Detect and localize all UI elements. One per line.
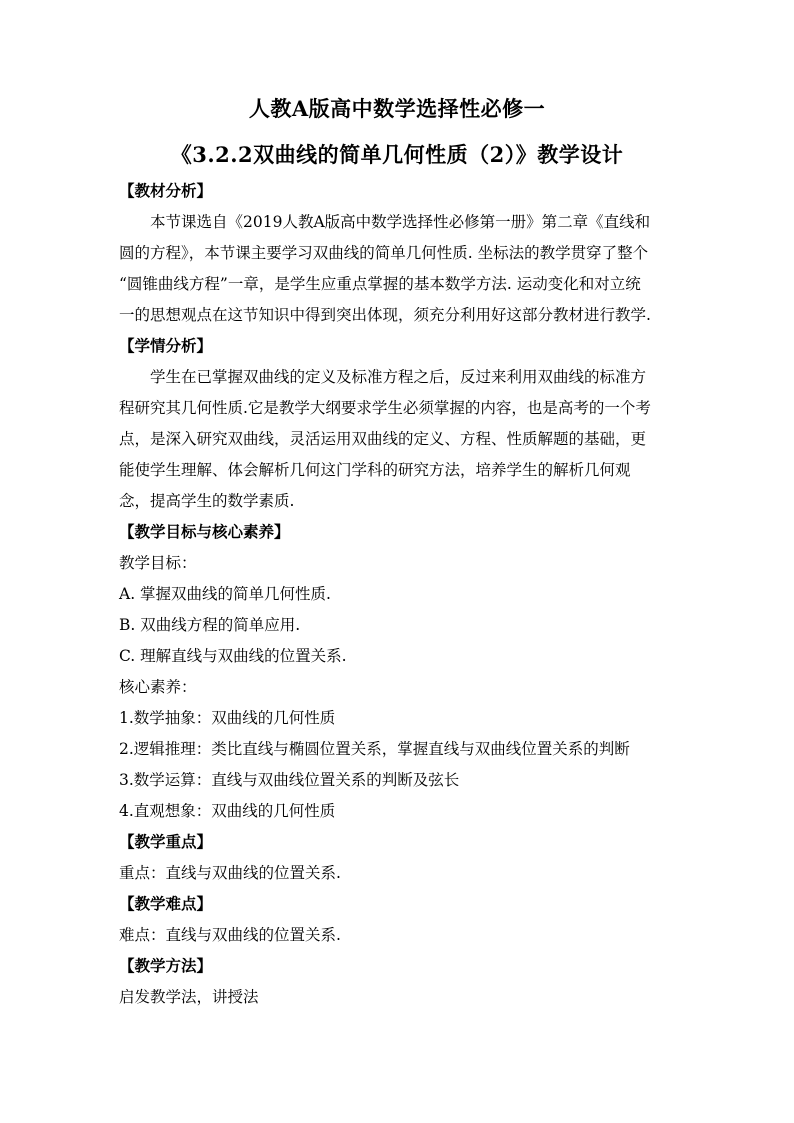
document-title-line-1: 人教A版高中数学选择性必修一: [248, 96, 546, 121]
goal-item: B. 双曲线方程的简单应用.: [119, 616, 301, 634]
literacy-label: 核心素养：: [119, 678, 197, 696]
goals-label: 教学目标：: [119, 554, 197, 572]
paragraph-line: 能使学生理解、体会解析几何这门学科的研究方法，培养学生的解析几何观: [119, 461, 631, 479]
paragraph-line: 点，是深入研究双曲线，灵活运用双曲线的定义、方程、性质解题的基础，更: [119, 430, 647, 448]
literacy-item: 2.逻辑推理：类比直线与椭圆位置关系，掌握直线与双曲线位置关系的判断: [119, 740, 630, 758]
paragraph-line: 学生在已掌握双曲线的定义及标准方程之后，反过来利用双曲线的标准方: [150, 368, 647, 386]
literacy-item: 4.直观想象：双曲线的几何性质: [119, 802, 336, 820]
section-heading-textbook-analysis: 【教材分析】: [119, 181, 213, 200]
paragraph-line: 念，提高学生的数学素质.: [119, 492, 295, 510]
section-heading-objectives: 【教学目标与核心素养】: [119, 522, 290, 541]
section-heading-student-analysis: 【学情分析】: [119, 336, 213, 355]
methods-text: 启发教学法，讲授法: [119, 988, 259, 1006]
section-heading-difficulties: 【教学难点】: [119, 894, 213, 913]
paragraph-line: 圆的方程》，本节课主要学习双曲线的简单几何性质. 坐标法的教学贯穿了整个: [119, 244, 649, 262]
key-points-text: 重点：直线与双曲线的位置关系.: [119, 864, 341, 882]
paragraph-line: 本节课选自《2019人教A版高中数学选择性必修第一册》第二章《直线和: [150, 213, 651, 231]
difficulties-text: 难点：直线与双曲线的位置关系.: [119, 926, 341, 944]
goal-item: C. 理解直线与双曲线的位置关系.: [119, 647, 347, 665]
section-heading-key-points: 【教学重点】: [119, 832, 213, 851]
paragraph-line: 一的思想观点在这节知识中得到突出体现，须充分利用好这部分教材进行教学.: [119, 306, 651, 324]
literacy-item: 3.数学运算：直线与双曲线位置关系的判断及弦长: [119, 771, 460, 789]
document-title-line-2: 《3.2.2双曲线的简单几何性质（2）》教学设计: [170, 142, 624, 167]
goal-item: A. 掌握双曲线的简单几何性质.: [119, 585, 331, 603]
paragraph-line: 程研究其几何性质.它是教学大纲要求学生必须掌握的内容，也是高考的一个考: [119, 399, 651, 417]
paragraph-line: “圆锥曲线方程”一章，是学生应重点掌握的基本数学方法. 运动变化和对立统: [119, 275, 641, 293]
literacy-item: 1.数学抽象：双曲线的几何性质: [119, 709, 336, 727]
section-heading-methods: 【教学方法】: [119, 956, 213, 975]
